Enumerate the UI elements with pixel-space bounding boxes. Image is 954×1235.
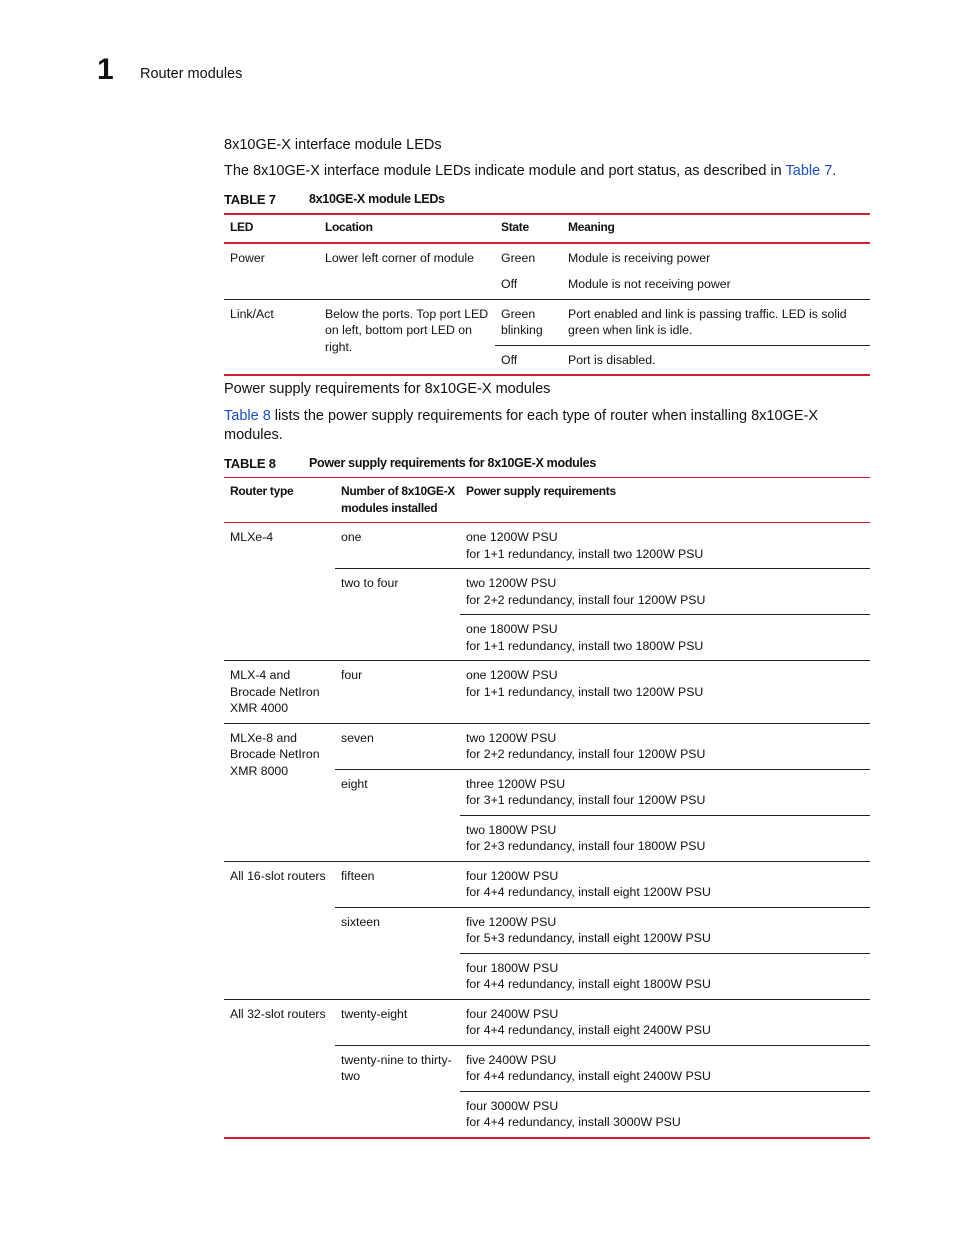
table-7-title: 8x10GE-X module LEDs: [309, 192, 445, 206]
cell-state: Green: [501, 250, 536, 265]
cell-meaning: Module is receiving power: [568, 250, 711, 265]
table-row: [224, 861, 870, 907]
header-module-count: Number of 8x10GE-X modules installed: [341, 484, 455, 515]
cell-state: Off: [495, 345, 562, 375]
table-row: [224, 999, 870, 1045]
cell-module-count: seven: [335, 723, 460, 769]
header-state: State: [501, 220, 529, 234]
intro-text: The 8x10GE-X interface module LEDs indicate module and port status, as described in: [224, 163, 786, 179]
header-location: Location: [325, 220, 373, 234]
cell-meaning: Module is not receiving power: [568, 277, 731, 291]
cell-state: Off: [501, 277, 518, 291]
redundancy-line: for 1+1 redundancy, install two 1200W PSU: [466, 684, 704, 699]
table-7-caption: [224, 192, 870, 210]
cell-router-type: MLXe-4: [230, 530, 274, 544]
cell-meaning: Port enabled and link is passing traffic. LED is solid green when link is idle.: [562, 299, 870, 345]
cell-module-count: sixteen: [335, 907, 460, 999]
table-8-number: TABLE 8: [224, 456, 276, 471]
cell-router-type: MLX-4 and Brocade NetIron XMR 4000: [224, 661, 335, 724]
section-heading-leds: 8x10GE-X interface module LEDs: [224, 137, 442, 153]
redundancy-line: for 4+4 redundancy, install eight 2400W PSU: [466, 1069, 711, 1083]
table-8-caption: [224, 456, 870, 474]
cell-psu-requirement: [460, 907, 870, 953]
header-router-type: Router type: [230, 484, 294, 498]
section-heading-power: Power supply requirements for 8x10GE-X modules: [224, 381, 551, 397]
cell-psu-requirement: [460, 815, 870, 861]
table-7-link[interactable]: Table 7: [785, 163, 833, 179]
cell-module-count: twenty-nine to thirty-two: [335, 1045, 460, 1138]
psu-line: four 2400W PSU: [466, 1006, 559, 1021]
redundancy-line: for 2+2 redundancy, install four 1200W PSU: [466, 592, 706, 607]
psu-line: one 1200W PSU: [466, 530, 558, 544]
redundancy-line: for 4+4 redundancy, install eight 1800W PSU: [466, 977, 711, 991]
redundancy-line: for 3+1 redundancy, install four 1200W PSU: [466, 793, 706, 807]
chapter-title: Router modules: [140, 66, 243, 82]
cell-psu-requirement: [460, 523, 870, 569]
cell-psu-requirement: [460, 1091, 870, 1138]
header-led: LED: [230, 220, 254, 234]
table-row: [224, 523, 870, 569]
table-row: [224, 661, 870, 724]
cell-module-count: four: [335, 661, 460, 724]
redundancy-line: for 2+3 redundancy, install four 1800W PSU: [466, 839, 706, 853]
cell-psu-requirement: [460, 661, 870, 724]
cell-state: Green blinking: [495, 299, 562, 345]
psu-line: two 1200W PSU: [466, 576, 557, 590]
table-row: [224, 243, 870, 273]
table-8-header-row: [224, 478, 870, 523]
redundancy-line: for 1+1 redundancy, install two 1800W PSU: [466, 638, 704, 653]
cell-psu-requirement: [460, 861, 870, 907]
cell-location: Below the ports. Top port LED on left, bottom port LED on right.: [319, 299, 495, 375]
psu-line: four 3000W PSU: [466, 1098, 559, 1113]
header-meaning: Meaning: [568, 220, 615, 234]
psu-line: four 1800W PSU: [466, 960, 559, 975]
table-8: [224, 477, 870, 1139]
cell-psu-requirement: [460, 615, 870, 661]
psu-line: three 1200W PSU: [466, 776, 566, 791]
header-psu-requirements: Power supply requirements: [466, 484, 616, 498]
cell-module-count: eight: [335, 769, 460, 861]
cell-router-type: MLXe-8 and Brocade NetIron XMR 8000: [224, 723, 335, 861]
cell-psu-requirement: [460, 723, 870, 769]
table-7: [224, 213, 870, 376]
psu-line: one 1200W PSU: [466, 668, 558, 682]
cell-location: Lower left corner of module: [325, 250, 475, 265]
table-7-number: TABLE 7: [224, 192, 276, 207]
section-module-leds: [224, 136, 870, 376]
cell-psu-requirement: [460, 953, 870, 999]
redundancy-line: for 4+4 redundancy, install eight 1200W PSU: [466, 885, 711, 899]
redundancy-line: for 4+4 redundancy, install eight 2400W PSU: [466, 1023, 711, 1037]
psu-line: five 2400W PSU: [466, 1052, 557, 1067]
redundancy-line: for 1+1 redundancy, install two 1200W PSU: [466, 546, 704, 561]
cell-psu-requirement: [460, 569, 870, 615]
cell-module-count: fifteen: [335, 861, 460, 907]
cell-psu-requirement: [460, 1045, 870, 1091]
table-7-header-row: [224, 214, 870, 243]
cell-psu-requirement: [460, 769, 870, 815]
section-intro-power: [224, 407, 870, 445]
redundancy-line: for 4+4 redundancy, install 3000W PSU: [466, 1115, 681, 1129]
cell-module-count: two to four: [335, 569, 460, 661]
redundancy-line: for 5+3 redundancy, install eight 1200W PSU: [466, 931, 711, 945]
psu-line: five 1200W PSU: [466, 914, 557, 929]
table-8-link[interactable]: Table 8: [224, 408, 271, 424]
cell-module-count: one: [341, 530, 362, 544]
cell-led: Power: [230, 250, 265, 265]
cell-psu-requirement: [460, 999, 870, 1045]
table-8-title: Power supply requirements for 8x10GE-X modules: [309, 456, 596, 470]
psu-line: four 1200W PSU: [466, 868, 559, 883]
cell-router-type: All 16-slot routers: [224, 861, 335, 999]
cell-meaning: Port is disabled.: [562, 345, 870, 375]
cell-led: Link/Act: [224, 299, 319, 375]
intro-suffix: .: [832, 163, 837, 179]
psu-line: one 1800W PSU: [466, 622, 558, 636]
psu-line: two 1200W PSU: [466, 730, 557, 745]
table-row: [224, 299, 870, 345]
section-intro-leds: [224, 162, 870, 181]
psu-line: two 1800W PSU: [466, 822, 557, 837]
intro-text: lists the power supply requirements for each type of router when installing 8x10GE-X modules.: [224, 408, 819, 443]
redundancy-line: for 2+2 redundancy, install four 1200W PSU: [466, 747, 706, 761]
cell-router-type: All 32-slot routers: [224, 999, 335, 1138]
cell-module-count: twenty-eight: [335, 999, 460, 1045]
table-row: [224, 723, 870, 769]
chapter-number: 1: [97, 53, 114, 86]
section-power-supply: [224, 380, 870, 1139]
